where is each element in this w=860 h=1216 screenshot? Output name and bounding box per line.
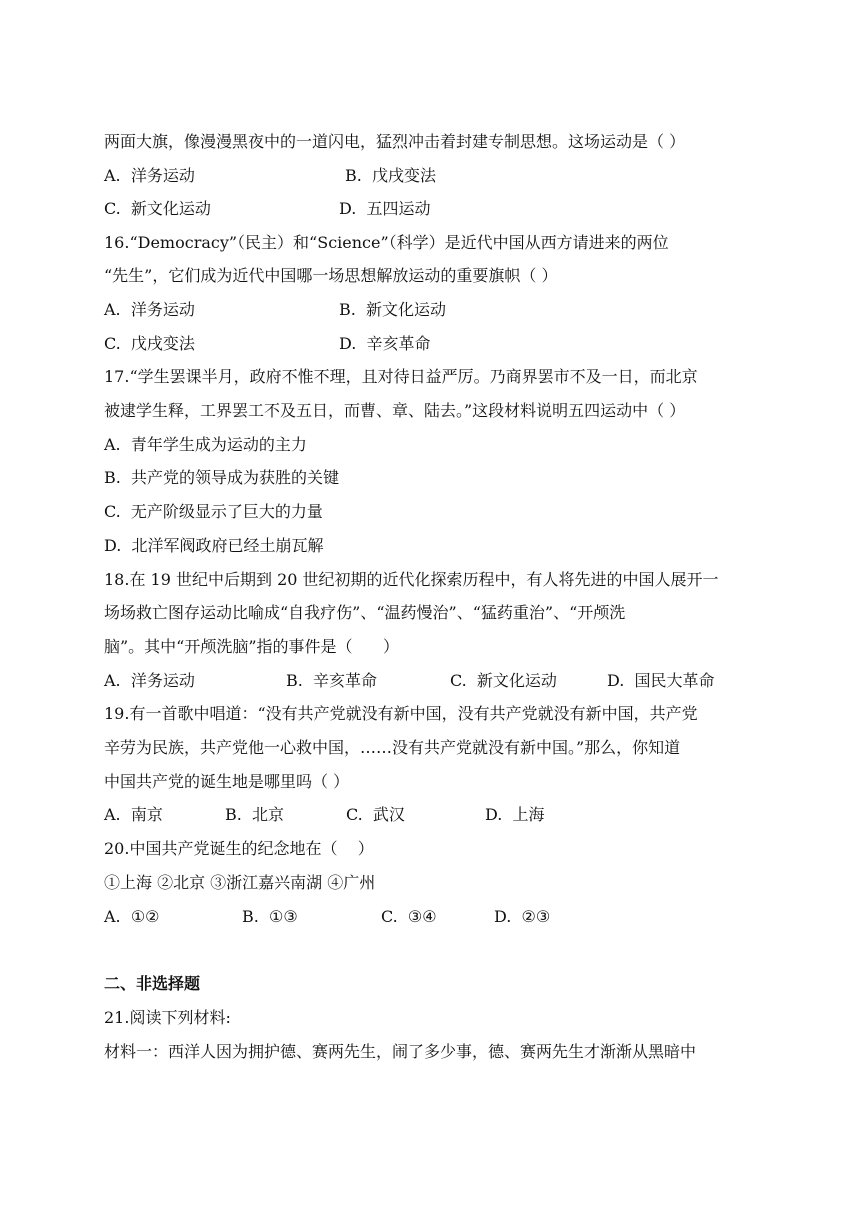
q19-option-c: C. 武汉 bbox=[346, 805, 405, 824]
q15-stem-tail: 两面大旗，像漫漫黑夜中的一道闪电，猛烈冲击着封建专制思想。这场运动是（ ） bbox=[104, 132, 686, 151]
q18-option-c: C. 新文化运动 bbox=[450, 671, 557, 690]
q18-stem-line-2: 场场救亡图存运动比喻成“自我疗伤”、“温药慢治”、“猛药重治”、“开颅洗 bbox=[104, 603, 626, 622]
q19-stem-line-1: 19.有一首歌中唱道：“没有共产党就没有新中国，没有共产党就没有新中国，共产党 bbox=[104, 704, 698, 723]
q20-option-a: A. ①② bbox=[104, 907, 160, 926]
q16-option-a: A. 洋务运动 bbox=[104, 300, 195, 319]
q18-stem-line-3: 脑”。其中“开颅洗脑”指的事件是（ ） bbox=[104, 637, 400, 656]
q17-stem-line-1: 17.“学生罢课半月，政府不惟不理，且对待日益严厉。乃商界罢市不及一日，而北京 bbox=[104, 367, 698, 386]
q17-option-a: A. 青年学生成为运动的主力 bbox=[104, 435, 307, 454]
q16-option-b: B. 新文化运动 bbox=[339, 300, 447, 319]
q19-stem-line-3: 中国共产党的诞生地是哪里吗（ ） bbox=[104, 772, 350, 791]
q18-option-b: B. 辛亥革命 bbox=[286, 671, 378, 690]
q19-stem-line-2: 辛劳为民族，共产党他一心救中国，……没有共产党就没有新中国。”那么，你知道 bbox=[104, 738, 681, 757]
q15-option-b: B. 戊戌变法 bbox=[345, 166, 437, 185]
q17-option-b: B. 共产党的领导成为获胜的关键 bbox=[104, 468, 340, 487]
q18-option-d: D. 国民大革命 bbox=[607, 671, 715, 690]
q15-option-c: C. 新文化运动 bbox=[104, 199, 211, 218]
q19-option-d: D. 上海 bbox=[485, 805, 545, 824]
q20-option-c: C. ③④ bbox=[381, 907, 437, 926]
q20-option-b: B. ①③ bbox=[242, 907, 298, 926]
q17-option-d: D. 北洋军阀政府已经土崩瓦解 bbox=[104, 536, 324, 555]
q20-stem: 20.中国共产党诞生的纪念地在（ ） bbox=[104, 839, 374, 858]
q21-material-1: 材料一：西洋人因为拥护德、赛两先生，闹了多少事，德、赛两先生才渐渐从黑暗中 bbox=[104, 1042, 697, 1061]
q16-stem-line-1: 16.“Democracy”（民主）和“Science”（科学）是近代中国从西方请进来的两位 bbox=[104, 233, 669, 252]
q17-stem-line-2: 被逮学生释，工界罢工不及五日，而曹、章、陆去。”这段材料说明五四运动中（ ） bbox=[104, 401, 686, 420]
q19-option-b: B. 北京 bbox=[225, 805, 285, 824]
q20-choices: ①上海 ②北京 ③浙江嘉兴南湖 ④广州 bbox=[104, 873, 376, 892]
q17-option-c: C. 无产阶级显示了巨大的力量 bbox=[104, 502, 323, 521]
q21-stem: 21.阅读下列材料: bbox=[104, 1008, 231, 1027]
q16-option-c: C. 戊戌变法 bbox=[104, 334, 195, 353]
q18-option-a: A. 洋务运动 bbox=[104, 671, 195, 690]
q15-option-a: A. 洋务运动 bbox=[104, 166, 195, 185]
section-heading-non-choice: 二、非选择题 bbox=[104, 974, 201, 993]
q15-option-d: D. 五四运动 bbox=[339, 199, 431, 218]
q18-stem-line-1: 18.在 19 世纪中后期到 20 世纪初期的近代化探索历程中，有人将先进的中国人展开一 bbox=[104, 570, 719, 589]
q16-option-d: D. 辛亥革命 bbox=[339, 334, 431, 353]
q19-option-a: A. 南京 bbox=[104, 805, 163, 824]
q16-stem-line-2: “先生”，它们成为近代中国哪一场思想解放运动的重要旗帜（ ） bbox=[104, 266, 558, 285]
q20-option-d: D. ②③ bbox=[494, 907, 551, 926]
